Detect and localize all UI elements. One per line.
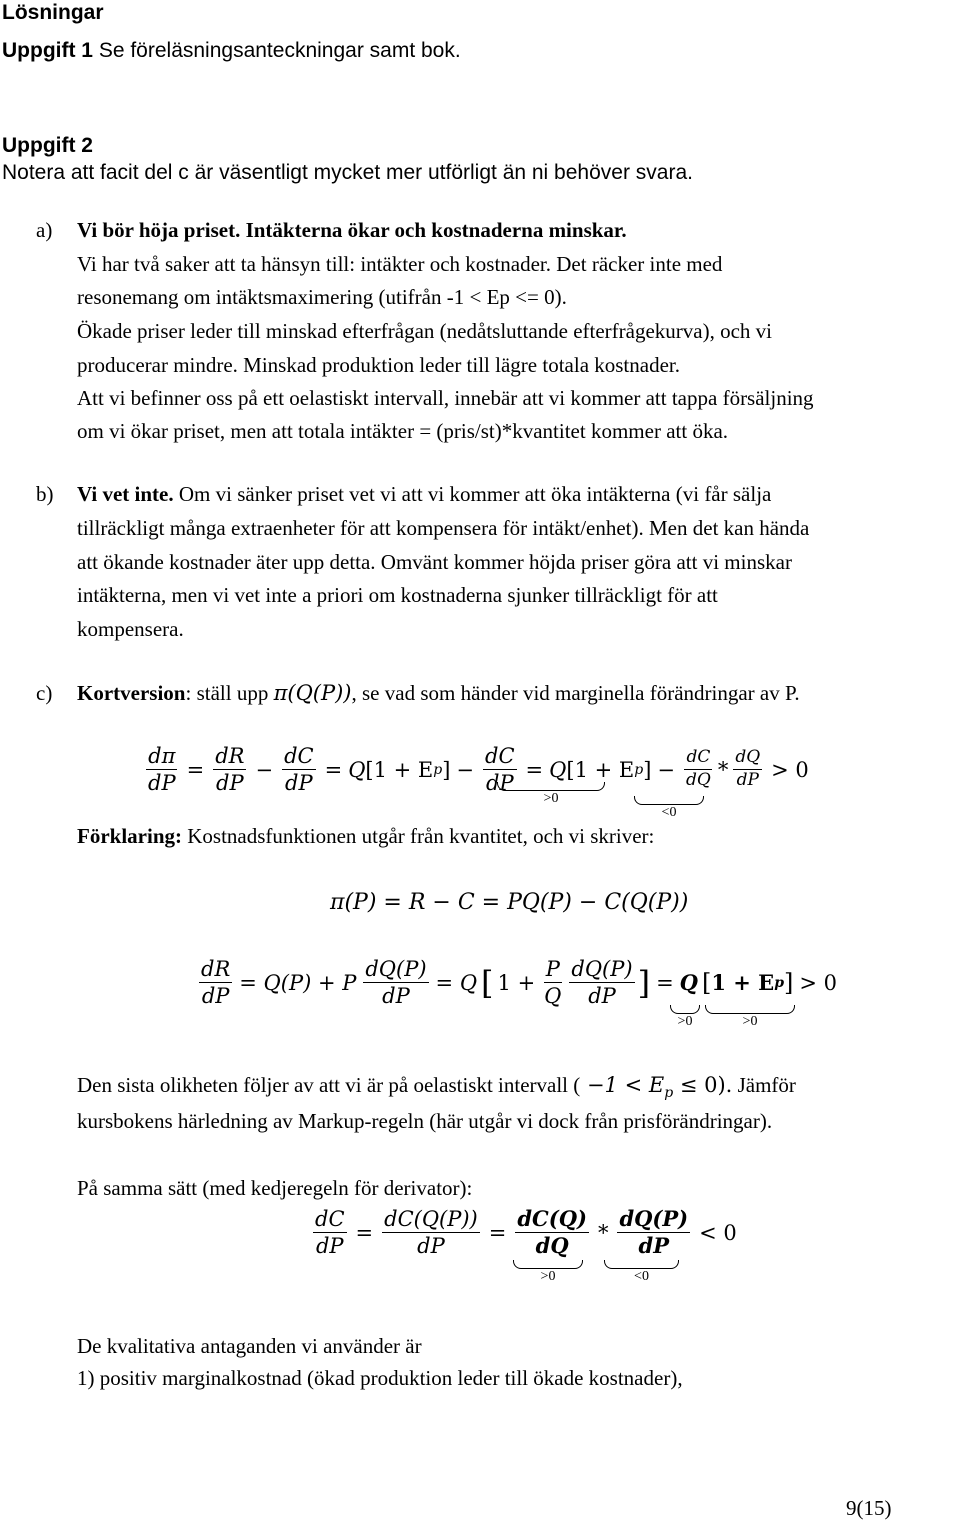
part-b-line-2: tillräckligt många extraenheter för att kompensera för intäkt/enhet). Men det kan hända (77, 516, 810, 540)
eq1-Q2: Q (549, 757, 567, 782)
equation-1: $\frac{d\pi}{dP}$ = $\frac{dR}{dP}$ − $\frac{dC}{dP}$ = Q [1 + E p ] − $\frac{dC}{dP}$ = Q [1 + E p ] − $\frac{dC}{dQ}$ * $\frac{dQ}{dP}$ > 0 (148, 744, 809, 796)
frac-dC-dP (282, 745, 316, 794)
frac-den: Q (544, 984, 562, 1009)
eq1-brace-pos-label: >0 (543, 791, 559, 806)
frac-den: dP (588, 984, 616, 1009)
sista-l1a: Den sista olikheten följer av att vi är på oelastiskt intervall ( (77, 1073, 581, 1097)
part-b-lead: Vi vet inte. (77, 482, 174, 506)
frac-num: dC(Q(P)) (382, 1208, 480, 1233)
frac-num: dC (684, 749, 712, 770)
eq3-onep: 1 + (497, 970, 536, 995)
frac-den: dP (201, 984, 230, 1009)
part-c-rest-1: : ställ upp (185, 681, 274, 705)
frac-num: dC (483, 745, 517, 770)
frac-den: dP (417, 1234, 445, 1259)
part-b-line-0 (77, 484, 771, 505)
uppgift-1 (2, 40, 461, 61)
eq1-Q: Q (348, 757, 366, 782)
frac-den: dQ (686, 770, 711, 791)
frac-den: dQ (535, 1233, 569, 1259)
part-c-line (77, 683, 800, 704)
eq3-eqQ: = Q (435, 970, 478, 995)
frac-num: dQ(P) (617, 1208, 690, 1233)
part-a-marker: a) (36, 218, 53, 242)
page-number: 9(15) (846, 1496, 892, 1520)
frac-dCQP-dP (382, 1208, 480, 1257)
eq1-sub: p (433, 761, 443, 778)
part-b-line-3: att ökande kostnader äter upp detta. Omvänt kommer höjda priser göra att vi minskar (77, 550, 792, 574)
heading: Lösningar (2, 1, 104, 24)
eq1-bracket: [1 + E (365, 757, 434, 782)
kval-line-2: 1) positiv marginalkostnad (ökad produktion leder till ökade kostnader), (77, 1366, 683, 1390)
frac-dC-dQ (684, 749, 713, 790)
forklaring-label: Förklaring: (77, 824, 182, 848)
eq1-sub2: p (634, 761, 644, 778)
frac-den: dP (382, 984, 410, 1009)
frac-num: P (544, 958, 562, 983)
eq3-bold-sub: p (774, 974, 784, 991)
eq4-brace-2-label: <0 (634, 1269, 649, 1284)
sista-line-1 (77, 1075, 796, 1100)
sista-l1b: Jämför (732, 1073, 796, 1097)
eq3-bold-Q: Q (679, 970, 698, 996)
frac-den: dP (486, 771, 514, 796)
eq1-brace-pos (497, 782, 605, 807)
frac-dpi-dP (146, 745, 178, 794)
forklaring-line (77, 826, 654, 847)
eq1-brace-neg-label: <0 (661, 805, 677, 820)
equation-4: $\frac{dC}{dP}$ = $\frac{dC(Q(P))}{dP}$ = $\frac{dC(Q)}{dQ}$ * $\frac{dQ(P)}{dP}$ < 0 (315, 1206, 737, 1259)
frac-dQP-dP-2 (569, 958, 634, 1007)
eq3-brace-1 (670, 1005, 700, 1030)
uppgift-2-note: Notera att facit del c är väsentligt mycket mer utförligt än ni behöver svara. (2, 161, 693, 184)
part-b-line-1: Om vi sänker priset vet vi att vi kommer att öka intäkterna (vi får sälja (173, 482, 772, 506)
part-c-rest-2: , se vad som händer vid marginella förändringar av P. (351, 681, 800, 705)
uppgift-2-label: Uppgift 2 (2, 134, 93, 157)
frac-num: dC(Q) (515, 1208, 589, 1233)
frac-den: dP (736, 770, 759, 791)
part-a-line-1: Vi har två saker att ta hänsyn till: intäkter och kostnader. Det räcker inte med (77, 252, 723, 276)
eq3-gt0: > 0 (799, 970, 837, 995)
eq1-close2: ] (643, 757, 652, 782)
eq4-brace-1 (513, 1260, 583, 1285)
uppgift-1-label: Uppgift 1 (2, 39, 93, 62)
frac-den: dP (638, 1233, 669, 1259)
frac-den: dP (285, 771, 313, 796)
eq4-brace-2 (604, 1260, 679, 1285)
part-a-line-2: resonemang om intäktsmaximering (utifrån -1 < Ep <= 0). (77, 285, 567, 309)
frac-num: dπ (146, 745, 177, 770)
part-a-lead: Vi bör höja priset. Intäkterna ökar och kostnaderna minskar. (77, 218, 627, 242)
part-b-line-4: intäkterna, men vi vet inte a priori om kostnaderna sjunker tillräckligt för att (77, 583, 718, 607)
uppgift-1-text: Se föreläsningsanteckningar samt bok. (92, 39, 461, 62)
forklaring-text: Kostnadsfunktionen utgår från kvantitet, och vi skriver: (182, 824, 655, 848)
frac-den: dP (315, 1234, 344, 1259)
equation-3: $\frac{dR}{dP}$ = Q(P) + P $\frac{dQ(P)}{dP}$ = Q [ 1 + $\frac{P}{Q}$ $\frac{dQ(P)}{dP}$ ] = Q [ 1 + E p ] > 0 (201, 957, 837, 1009)
frac-dQP-dP-4 (617, 1208, 690, 1257)
frac-num: dC (282, 745, 316, 770)
frac-num: dR (213, 745, 246, 770)
samma-satt: På samma sätt (med kedjeregeln för derivator): (77, 1176, 473, 1200)
frac-dQ-dP (733, 749, 762, 790)
part-c-marker: c) (36, 681, 53, 705)
kval-line-1: De kvalitativa antaganden vi använder är (77, 1334, 422, 1358)
frac-den: dP (148, 771, 176, 796)
eq1-brace-neg (634, 796, 704, 821)
frac-dCQ-dQ (515, 1208, 589, 1257)
equation-2: π(P) = R − C = PQ(P) − C(Q(P)) (330, 890, 689, 915)
part-a-line-3: Ökade priser leder till minskad efterfrågan (nedåtsluttande efterfrågekurva), och vi (77, 319, 773, 343)
eq3-brace-2 (705, 1005, 795, 1030)
frac-num: dQ(P) (363, 958, 428, 983)
part-a-line-5: Att vi befinner oss på ett oelastiskt intervall, innebär att vi kommer att tappa försäljning (77, 386, 814, 410)
eq3-bold-bracket: 1 + E (711, 970, 775, 996)
frac-num: dC (313, 1208, 347, 1233)
part-b-marker: b) (36, 482, 54, 506)
eq1-gt0: > 0 (771, 757, 809, 782)
sista-line-2: kursbokens härledning av Markup-regeln (här utgår vi dock från prisförändringar). (77, 1109, 773, 1133)
part-a-line-4: producerar mindre. Minskad produktion leder till lägre totala kostnader. (77, 353, 680, 377)
eq4-brace-1-label: >0 (540, 1269, 556, 1284)
part-c-pi: π(Q(P)) (273, 681, 352, 705)
frac-dC-dP-4 (313, 1208, 347, 1257)
frac-num: dR (199, 958, 232, 983)
sista-l1m2: ≤ 0). (673, 1073, 733, 1097)
frac-dR-dP (213, 745, 246, 794)
part-c-lead: Kortversion (77, 681, 186, 705)
eq1-bracket2: [1 + E (566, 757, 635, 782)
eq3-brace-1-label: >0 (677, 1014, 693, 1029)
sista-l1m: −1 < E (580, 1073, 665, 1097)
part-b-line-5: kompensera. (77, 617, 184, 641)
frac-dR-dP-3 (199, 958, 232, 1007)
frac-num: dQ(P) (569, 958, 634, 983)
frac-dQP-dP (363, 958, 428, 1007)
eq3-mid: = Q(P) + P (239, 970, 357, 995)
eq4-lt0: < 0 (699, 1220, 737, 1245)
frac-den: dP (216, 771, 244, 796)
eq1-close: ] (442, 757, 451, 782)
frac-num: dQ (733, 749, 762, 770)
part-a-line-6: om vi ökar priset, men att totala intäkter = (pris/st)*kvantitet kommer att öka. (77, 419, 729, 443)
sista-l1sub: p (664, 1085, 674, 1102)
eq3-brace-2-label: >0 (742, 1014, 758, 1029)
frac-P-Q (542, 958, 563, 1007)
